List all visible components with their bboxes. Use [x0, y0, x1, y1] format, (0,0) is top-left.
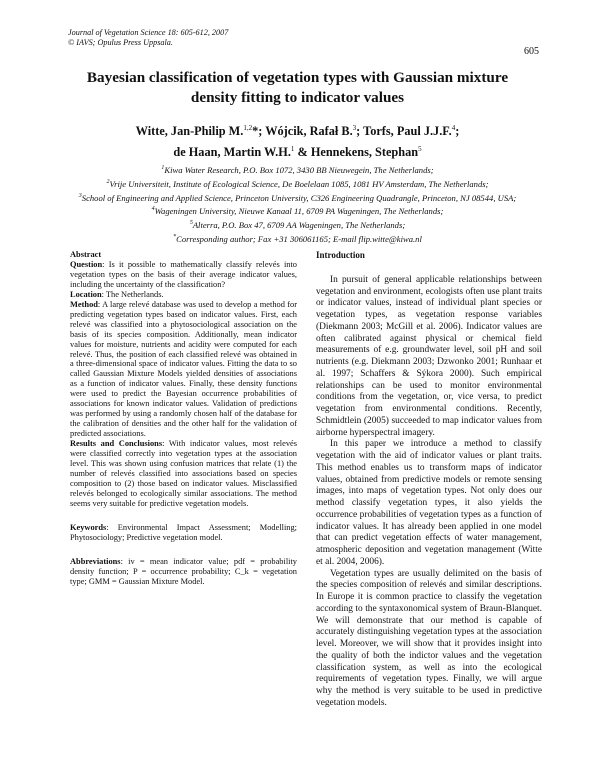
affiliation-line [40, 218, 555, 232]
abbreviations [70, 557, 297, 587]
affiliation-text: Vrije Universiteit, Institute of Ecological Science, De Boelelaan 1085, 1081 HV Amsterdam, The Netherlands; [109, 178, 489, 189]
affiliation-text: School of Engineering and Applied Science, Princeton University, C326 Engineering Quadrangle, Princeton, NJ 08544, USA; [81, 192, 517, 203]
keywords-text: : Environmental Impact Assessment; Modelling; Phytosociology; Predictive vegetation model. [70, 522, 297, 542]
author-line-1 [40, 119, 555, 140]
abstract-question [70, 260, 297, 290]
affiliation-text: Kiwa Water Research, P.O. Box 1072, 3430 BB Nieuwegein, The Netherlands; [164, 164, 434, 175]
title-line-2: density fitting to indicator values [190, 89, 405, 106]
author-affil-sup: 1 [290, 145, 295, 154]
author-affil-sup: 5 [418, 145, 422, 154]
author-separator: & [294, 145, 311, 160]
author-name: Witte, Jan-Philip M. [135, 124, 244, 139]
author-separator: ; [356, 124, 364, 139]
abbreviations-text: : iv = mean indicator value; pdf = probability density function; P = occurrence probability; C_k = vegetation type; GMM = Gaussian Mixture Model. [70, 556, 297, 586]
left-column [70, 250, 297, 587]
author-name: Wójcik, Rafał B. [265, 124, 353, 139]
location-label: Location [70, 289, 102, 299]
method-text: : A large relevé database was used to develop a method for predicting vegetation types based on indicator values. First, each relevé was classified into a phytosociological association on the basis of its species composition. Additionally, mean indicator values for moisture, nutrients and acidity were computed for each relevé. Thus, the position of each classified relevé was obtained in a three-dimensional space of indicator values. Fitting the data to so called Gaussian Mixture Models yielded densities of associations as a function of indicator values. Finally, these density functions were used to predict the Bayesian occurrence probabilities of associations for known indicator values. Validation of predictions was performed by using a randomly chosen half of the database for the calibration of densities and the other half for the validation of predicted associations. [70, 299, 297, 439]
author-affil-sup: 3 [352, 124, 357, 132]
method-label: Method [70, 299, 98, 309]
author-affil-sup: 4 [451, 124, 456, 132]
results-text: : With indicator values, most relevés were classified correctly into vegetation types at the association level. This was shown using confusion matrices that relate (1) the number of relevés classified into associations based on species composition to (2) those based on indicator values. Misclassified relevés belonged to ecologically similar associations. The method seems very suitable for predictive vegetation models. [70, 439, 297, 508]
keywords-label: Keywords [70, 522, 107, 532]
abstract-method [70, 300, 297, 439]
affiliation-line [40, 191, 555, 205]
author-name: Torfs, Paul J.J.F. [363, 124, 452, 139]
affiliation-marker: 2 [106, 178, 110, 185]
affiliation-line [40, 177, 555, 191]
author-list [40, 119, 555, 161]
journal-copyright: © IAVS; Opulus Press Uppsala. [68, 38, 173, 47]
affiliation-line [40, 232, 555, 246]
affiliation-text: Alterra, P.O. Box 47, 6709 AA Wageningen, The Netherlands; [192, 219, 406, 230]
abstract-heading: Abstract [70, 250, 102, 259]
question-label: Question [70, 259, 103, 269]
introduction-paragraph: In this paper we introduce a method to classify vegetation with the aid of indicator values or plant traits. This method enables us to transform maps of indicator values, obtained from predictive models or remote sensing images, into maps of vegetation types. Not only does our method classify vegetation types, it also yields the occurrence probabilities of vegetation types as a function of indicator values. It has already been applied in one model that can predict vegetation effects of water management, atmospheric deposition and vegetation management (Witte et al. 2004, 2006). [316, 439, 542, 567]
introduction-heading: Introduction [316, 250, 365, 260]
keywords [70, 523, 297, 543]
location-text: : The Netherlands. [101, 289, 164, 299]
affiliation-marker: 4 [151, 206, 155, 213]
affiliations [40, 163, 555, 246]
abstract-location [70, 290, 297, 300]
affiliation-marker: 5 [189, 220, 193, 227]
author-line-2 [40, 140, 555, 161]
affiliation-line [40, 204, 555, 218]
author-name: Hennekens, Stephan [310, 145, 419, 160]
affiliation-marker: * [173, 233, 177, 240]
author-name: de Haan, Martin W.H. [173, 145, 291, 160]
abbreviations-label: Abbreviations [70, 556, 121, 566]
affiliation-marker: 1 [161, 165, 165, 171]
results-label: Results and Conclusions [70, 439, 163, 449]
introduction-paragraph: Vegetation types are usually delimited on the basis of the species composition of relevés and similar descriptions. In Europe it is common practice to classify the vegetation according to the syntaxonomical system of Braun-Blanquet. We will demonstrate that our method is capable of accurately distinguishing vegetation types at the association level. Moreover, we will show that it provides insight into the quality of both the indictor values and the vegetation classification system, as well as into the ecological requirements of vegetation types. Finally, we will argue why the method is very suitable to be used in predictive vegetation models. [316, 568, 542, 708]
page-number: 605 [524, 46, 539, 57]
affiliation-text: Corresponding author; Fax +31 306061165; E-mail flip.witte@kiwa.nl [176, 233, 422, 244]
affiliation-text: Wageningen University, Nieuwe Kanaal 11, 6709 PA Wageningen, The Netherlands; [154, 206, 444, 217]
author-separator: *; [252, 124, 266, 139]
paper-title [40, 68, 555, 108]
introduction-paragraph: In pursuit of general applicable relationships between vegetation and environment, ecologists often use plant traits or indicator values, instead of individual plant species or vegetation types, as vegetation response variables (Diekmann 2003; McGill et al. 2006). Indicator values are often calibrated against physical or chemical field measurements of e.g. groundwater level, soil pH and soil nutrients (e.g. Diekmann 2003; Dzwonko 2001; Runhaar et al. 1997; Schaffers & Sýkora 2000). Such empirical relationships can be used to monitor environmental conditions from the vegetation, or, vice versa, to predict vegetation from environmental conditions. Recently, Schmidtlein (2005) succeeded to map indicator values from airborne hyperspectral imagery. [316, 274, 542, 438]
right-column [316, 250, 542, 710]
author-affil-sup: 1,2 [243, 124, 253, 132]
affiliation-marker: 3 [78, 192, 82, 199]
abstract-results [70, 439, 297, 509]
question-text: : Is it possible to mathematically classify relevés into vegetation types on the basis of their average indicator values, including the uncertainty of the classification? [70, 259, 297, 289]
journal-citation: Journal of Vegetation Science 18: 605-612, 2007 [68, 28, 229, 37]
journal-reference [68, 28, 228, 48]
title-line-1: Bayesian classification of vegetation types with Gaussian mixture [86, 69, 509, 86]
affiliation-line [40, 163, 555, 177]
author-separator: ; [455, 124, 460, 139]
